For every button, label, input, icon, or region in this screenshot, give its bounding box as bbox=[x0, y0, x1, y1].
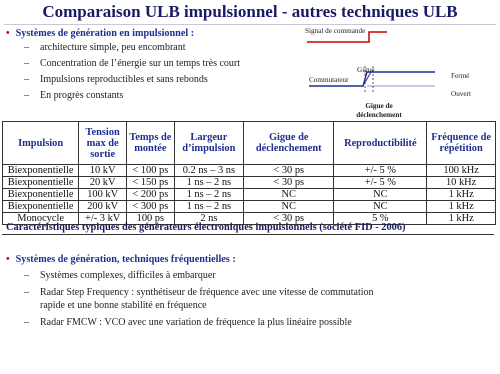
commutateur-label: Commutateur bbox=[309, 76, 349, 84]
section2-item: – Systèmes complexes, difficiles à embarquer bbox=[24, 270, 216, 281]
table-cell: NC bbox=[334, 189, 427, 201]
table-cell: NC bbox=[244, 201, 334, 213]
table-header-row bbox=[3, 122, 496, 165]
col-header: Largeur d’impulsion bbox=[174, 122, 243, 165]
table-cell: Monocycle bbox=[3, 213, 79, 225]
signal-label: Signal de commande bbox=[305, 27, 366, 35]
section2-item-continuation bbox=[40, 300, 207, 311]
section1-item: – architecture simple, peu encombrant bbox=[24, 42, 186, 53]
table-cell: 1 kHz bbox=[427, 201, 496, 213]
table-caption: Caractéristiques typiques des générateurs électroniques impulsionnels (société FID - 2006) bbox=[6, 222, 406, 233]
section1-item: – Concentration de l’énergie sur un temps très court bbox=[24, 58, 241, 69]
table-body bbox=[3, 165, 496, 225]
ferme-label: Fermé bbox=[451, 72, 470, 80]
table-cell: +/- 5 % bbox=[334, 177, 427, 189]
table-cell: 2 ns bbox=[174, 213, 243, 225]
table-cell: 5 % bbox=[334, 213, 427, 225]
generator-spec-table bbox=[2, 121, 496, 225]
col-header: Reproductibilité bbox=[334, 122, 427, 165]
table-cell: < 30 ps bbox=[244, 165, 334, 177]
table-cell: 100 kHz bbox=[427, 165, 496, 177]
table-cell: < 30 ps bbox=[244, 213, 334, 225]
section2-item: – Radar FMCW : VCO avec une variation de fréquence la plus linéaire possible bbox=[24, 317, 352, 328]
table-cell: 100 ps bbox=[127, 213, 175, 225]
table-cell: 1 kHz bbox=[427, 213, 496, 225]
section2-heading bbox=[6, 254, 236, 265]
section2-item-text: Radar FMCW : VCO avec une variation de fréquence la plus linéaire possible bbox=[40, 317, 352, 328]
gigue-label: Gigue bbox=[357, 66, 375, 74]
caption-divider bbox=[2, 234, 494, 235]
col-header: Tension max de sortie bbox=[79, 122, 127, 165]
col-header: Fréquence de répétition bbox=[427, 122, 496, 165]
section2-item-text: Radar Step Frequency : synthétiseur de fréquence avec une vitesse de commutation bbox=[40, 287, 374, 298]
section1-item-text: architecture simple, peu encombrant bbox=[40, 42, 186, 53]
table-cell: 200 kV bbox=[79, 201, 127, 213]
section1-heading-text: Systèmes de génération en impulsionnel : bbox=[15, 28, 195, 39]
table-cell: +/- 5 % bbox=[334, 165, 427, 177]
table-cell: 1 ns – 2 ns bbox=[174, 189, 243, 201]
table-cell: NC bbox=[244, 189, 334, 201]
section1-item-text: En progrès constants bbox=[40, 90, 124, 101]
table-cell: 1 ns – 2 ns bbox=[174, 201, 243, 213]
col-header: Gigue de déclenchement bbox=[244, 122, 334, 165]
table-cell: +/- 3 kV bbox=[79, 213, 127, 225]
section1-heading bbox=[6, 28, 194, 39]
table-cell: Biexponentielle bbox=[3, 201, 79, 213]
ouvert-label: Ouvert bbox=[451, 90, 471, 98]
table-cell: 100 kV bbox=[79, 189, 127, 201]
table-cell: Biexponentielle bbox=[3, 165, 79, 177]
table-cell: < 150 ps bbox=[127, 177, 175, 189]
section1-item: – Impulsions reproductibles et sans rebonds bbox=[24, 74, 208, 85]
bullet-dot-icon: • bbox=[6, 254, 10, 265]
table-cell: 0.2 ns – 3 ns bbox=[174, 165, 243, 177]
table-cell: 1 ns – 2 ns bbox=[174, 177, 243, 189]
table-cell: 10 kHz bbox=[427, 177, 496, 189]
section2-heading-text: Systèmes de génération, techniques fréquentielles : bbox=[15, 254, 236, 265]
table-cell: 20 kV bbox=[79, 177, 127, 189]
section2-item-text: rapide et une bonne stabilité en fréquence bbox=[40, 300, 207, 311]
title-divider bbox=[4, 24, 496, 25]
table-cell: < 200 ps bbox=[127, 189, 175, 201]
table-cell: < 100 ps bbox=[127, 165, 175, 177]
section2-item: – Radar Step Frequency : synthétiseur de fréquence avec une vitesse de commutation bbox=[24, 287, 374, 298]
section2-item-text: Systèmes complexes, difficiles à embarquer bbox=[40, 270, 216, 281]
table-row bbox=[3, 165, 496, 177]
slide-title: Comparaison ULB impulsionnel - autres techniques ULB bbox=[42, 2, 458, 21]
section1-item-text: Impulsions reproductibles et sans rebonds bbox=[40, 74, 208, 85]
col-header: Impulsion bbox=[3, 122, 79, 165]
table-cell: 1 kHz bbox=[427, 189, 496, 201]
table-row bbox=[3, 189, 496, 201]
section1-item: – En progrès constants bbox=[24, 90, 124, 101]
table-row bbox=[3, 201, 496, 213]
table-cell: < 300 ps bbox=[127, 201, 175, 213]
section1-item-text: Concentration de l’énergie sur un temps très court bbox=[40, 58, 241, 69]
table-cell: Biexponentielle bbox=[3, 189, 79, 201]
col-header: Temps de montée bbox=[127, 122, 175, 165]
switch-timing-diagram bbox=[305, 26, 497, 122]
table-cell: Biexponentielle bbox=[3, 177, 79, 189]
table-row bbox=[3, 177, 496, 189]
table-cell: < 30 ps bbox=[244, 177, 334, 189]
gigue-declenchement-label: Gigue de déclenchement bbox=[356, 102, 402, 119]
bullet-dot-icon: • bbox=[6, 28, 10, 39]
table-cell: 10 kV bbox=[79, 165, 127, 177]
table-cell: NC bbox=[334, 201, 427, 213]
